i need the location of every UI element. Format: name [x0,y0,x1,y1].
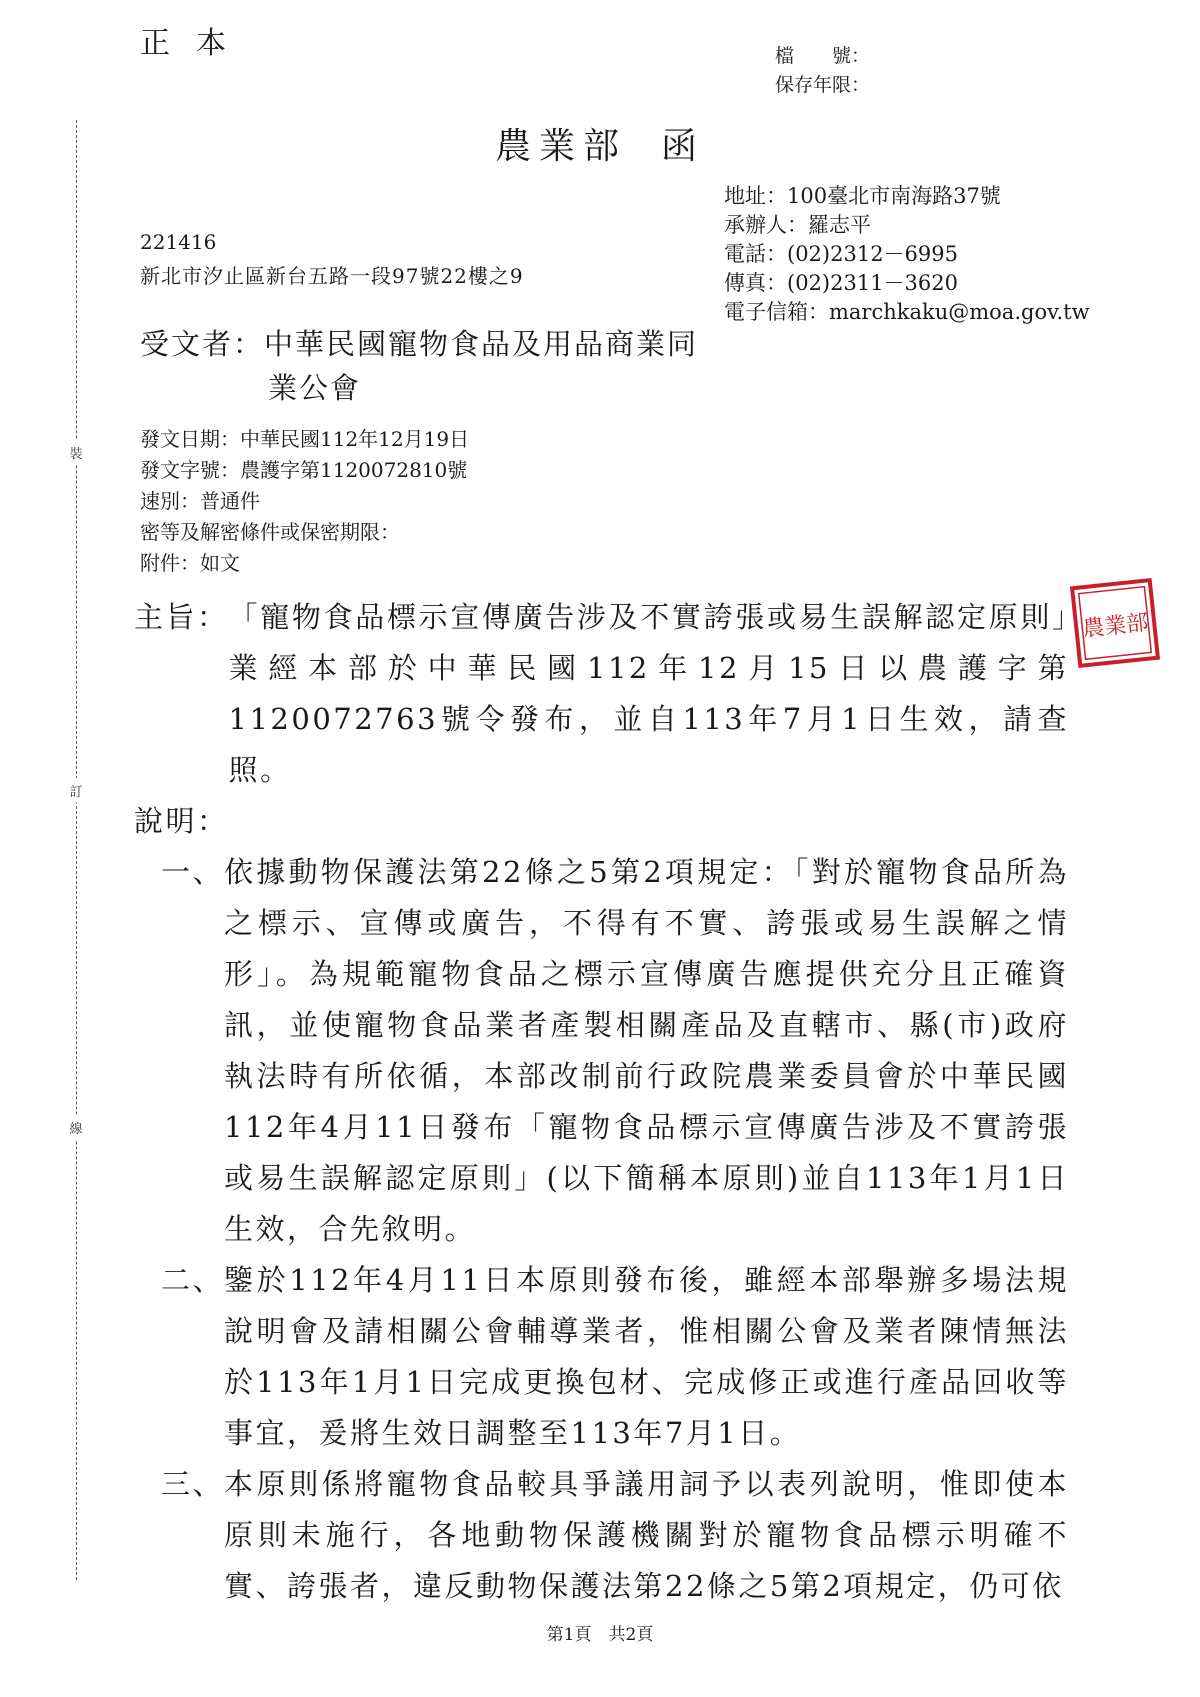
item-text: 本原則係將寵物食品較具爭議用詞予以表列說明，惟即使本原則未施行，各地動物保護機關對於寵物食品標示明確不實、誇張者，違反動物保護法第22條之5第2項規定，仍可依 [224,1467,1069,1603]
email-address: 電子信箱：marchkaku@moa.gov.tw [724,300,1090,324]
binding-line [76,120,77,1580]
explanation-item [134,1459,1069,1612]
recipient-label: 受文者： [140,327,265,361]
sender-info [724,182,1090,327]
agency-name: 農業部 [494,126,627,167]
official-seal [1068,576,1163,671]
item-number: 二、 [160,1263,224,1297]
item-text: 鑒於112年4月11日本原則發布後，雖經本部舉辦多場法規說明會及請相關公會輔導業者，惟相關公會及業者陳情無法於113年1月1日完成更換包材、完成修正或進行產品回收等事宜，爰將生效日調整至113年7月1日。 [224,1263,1069,1450]
page-total: 共2頁 [608,1625,654,1645]
subject-paragraph [134,592,1069,796]
explanation-item [134,847,1069,1255]
sender-address: 地址：100臺北市南海路37號 [724,184,1001,208]
retention-label: 保存年限： [775,74,871,96]
item-text: 依據動物保護法第22條之5第2項規定：「對於寵物食品所為之標示、宣傳或廣告，不得有不實、誇張或易生誤解之情形」。為規範寵物食品之標示宣傳廣告應提供充分且正確資訊，並使寵物食品業者產製相關產品及直轄市、縣(市)政府執法時有所依循，本部改制前行政院農業委員會於中華民國112年4月11日發布「寵物食品標示宣傳廣告涉及不實誇張或易生誤解認定原則」(以下簡稱本原則)並自113年1月1日生效，合先敘明。 [224,855,1069,1246]
file-number-label: 檔 號： [775,45,871,67]
attachment: 附件：如文 [140,551,240,575]
document-title [0,118,1200,169]
item-number: 一、 [160,855,224,889]
recipient-name-line1: 中華民國寵物食品及用品商業同 [264,327,699,361]
subject-label: 主旨： [134,600,229,634]
recipient [140,322,698,410]
page-current: 第1頁 [546,1625,592,1645]
binding-mark-line: 線 [66,1115,86,1140]
classification: 密等及解密條件或保密期限： [140,520,400,544]
document-body [134,592,1069,1612]
binding-mark-bind: 裝 [66,440,86,465]
issue-date: 發文日期：中華民國112年12月19日 [140,427,470,451]
document-number: 發文字號：農護字第1120072810號 [140,458,468,482]
page-footer [0,1620,1200,1645]
binding-mark-staple: 訂 [66,778,86,803]
explanation-item [134,1255,1069,1459]
item-number: 三、 [160,1467,224,1501]
delivery-speed: 速別：普通件 [140,489,260,513]
copy-mark: 正本 [140,26,252,61]
seal-text: 農業部 [1081,610,1150,643]
addressee-address: 新北市汐止區新台五路一段97號22樓之9 [140,264,524,288]
file-meta [775,42,870,100]
recipient-name-line2: 業公會 [268,371,362,405]
document-type: 函 [661,126,706,167]
phone-number: 電話：(02)2312－6995 [724,242,958,266]
contact-person: 承辦人：羅志平 [724,213,871,237]
document-meta [140,424,469,579]
fax-number: 傳真：(02)2311－3620 [724,271,958,295]
addressee-zip: 221416 [140,230,217,254]
explanation-label: 說明： [134,804,229,838]
subject-text: 「寵物食品標示宣傳廣告涉及不實誇張或易生誤解認定原則」業經本部於中華民國112年12月15日以農護字第1120072763號令發布，並自113年7月1日生效，請查照。 [228,600,1069,787]
